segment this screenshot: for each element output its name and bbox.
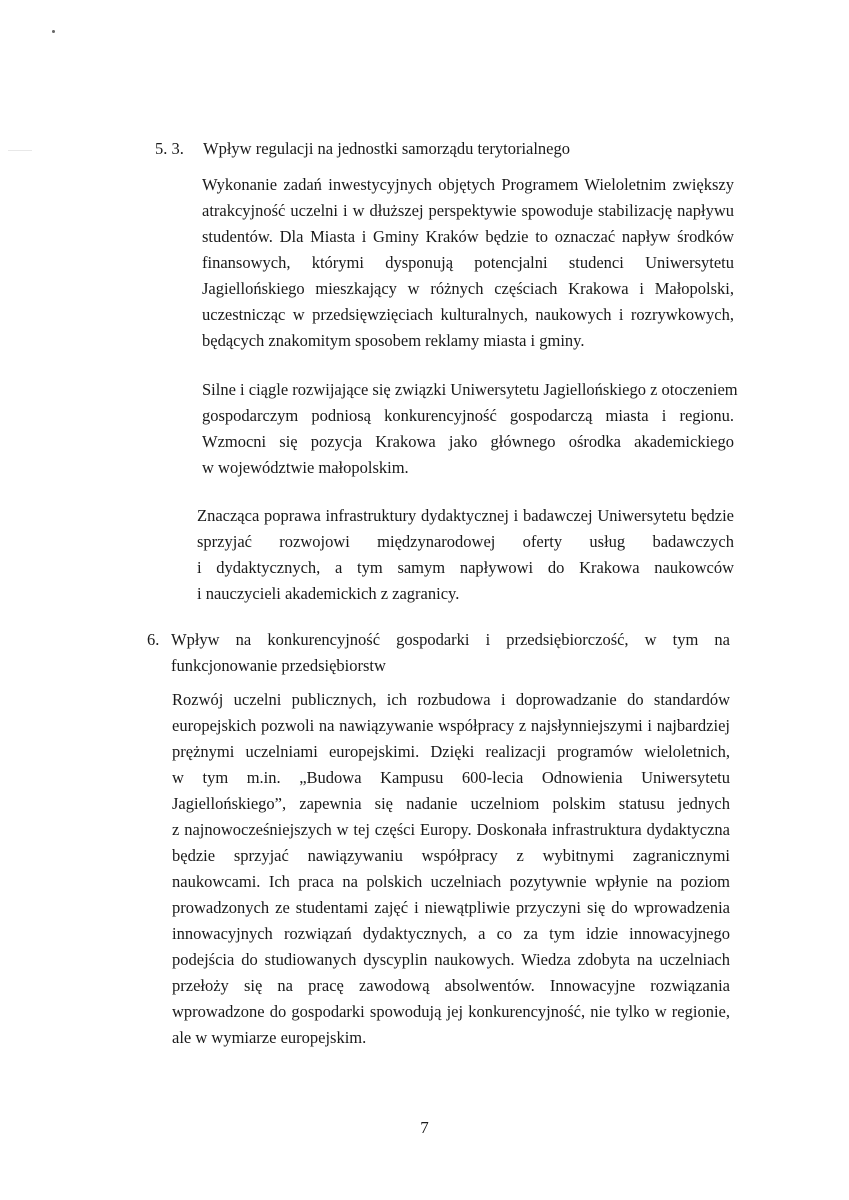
text-line: podejścia do studiowanych dyscyplin naukowych. Wiedza zdobyta na uczelniach bbox=[172, 950, 730, 969]
section-6-paragraph bbox=[172, 687, 730, 1051]
text-line: w województwie małopolskim. bbox=[202, 458, 409, 477]
section-6-title-line-2: funkcjonowanie przedsiębiorstw bbox=[171, 656, 386, 675]
scan-mark bbox=[8, 150, 32, 151]
page-number: 7 bbox=[420, 1118, 429, 1137]
text-line: uczestnicząc w przedsięwzięciach kulturalnych, naukowych i rozrywkowych, bbox=[202, 305, 734, 324]
text-line: z najnowocześniejszych w tej części Europy. Doskonała infrastruktura dydaktyczna bbox=[172, 820, 730, 839]
text-line: naukowcami. Ich praca na polskich uczelniach pozytywnie wpłynie na poziom bbox=[172, 872, 730, 891]
text-line: sprzyjać rozwojowi międzynarodowej oferty usług badawczych bbox=[197, 532, 734, 551]
section-5-3-heading bbox=[155, 138, 570, 160]
text-line: studentów. Dla Miasta i Gminy Kraków będzie to oznaczać napływ środków bbox=[202, 227, 734, 246]
section-6-title-line-1 bbox=[147, 627, 730, 653]
text-line: i nauczycieli akademickich z zagranicy. bbox=[197, 584, 460, 603]
text-line: Wzmocni się pozycja Krakowa jako głównego ośrodka akademickiego bbox=[202, 432, 734, 451]
text-line: europejskich pozwoli na nawiązywanie współpracy z najsłynniejszymi i najbardziej bbox=[172, 716, 730, 735]
section-5-3-number: 5. 3. bbox=[155, 139, 184, 158]
text-line: Znacząca poprawa infrastruktury dydaktycznej i badawczej Uniwersytetu będzie bbox=[197, 506, 734, 525]
text-line: Jagiellońskiego mieszkający w różnych częściach Krakowa i Małopolski, bbox=[202, 279, 734, 298]
text-line: będzie sprzyjać nawiązywaniu współpracy z wybitnymi zagranicznymi bbox=[172, 846, 730, 865]
scan-speck bbox=[52, 30, 55, 33]
text-line: finansowych, którymi dysponują potencjalni studenci Uniwersytetu bbox=[202, 253, 734, 272]
text-line: Silne i ciągle rozwijające się związki Uniwersytetu Jagiellońskiego z otoczeniem bbox=[202, 380, 738, 399]
section-5-3-paragraph-3 bbox=[197, 503, 734, 607]
text-line: atrakcyjność uczelni i w dłuższej perspektywie spowoduje stabilizację napływu bbox=[202, 201, 734, 220]
section-6-title-text: Wpływ na konkurencyjność gospodarki i przedsiębiorczość, w tym na bbox=[171, 630, 730, 649]
text-line: prowadzonych ze studentami zajęć i niewątpliwie przyczyni się do wprowadzenia bbox=[172, 898, 730, 917]
section-6-heading bbox=[147, 627, 730, 679]
text-line: ale w wymiarze europejskim. bbox=[172, 1028, 367, 1047]
text-line: Jagiellońskiego”, zapewnia się nadanie uczelniom polskim statusu jednych bbox=[172, 794, 730, 813]
text-line: i dydaktycznych, a tym samym napływowi do Krakowa naukowców bbox=[197, 558, 734, 577]
text-line: będących znakomitym sposobem reklamy miasta i gminy. bbox=[202, 331, 585, 350]
text-line: w tym m.in. „Budowa Kampusu 600-lecia Odnowienia Uniwersytetu bbox=[172, 768, 730, 787]
text-line: innowacyjnych rozwiązań dydaktycznych, a co za tym idzie innowacyjnego bbox=[172, 924, 730, 943]
text-line: Rozwój uczelni publicznych, ich rozbudowa i doprowadzanie do standardów bbox=[172, 690, 730, 709]
section-5-3-paragraph-1 bbox=[202, 172, 734, 354]
text-line: przełoży się na pracę zawodową absolwentów. Innowacyjne rozwiązania bbox=[172, 976, 730, 995]
text-line: prężnymi uczelniami europejskimi. Dzięki realizacji programów wieloletnich, bbox=[172, 742, 730, 761]
section-5-3-paragraph-2 bbox=[202, 377, 738, 481]
text-line: wprowadzone do gospodarki spowodują jej konkurencyjność, nie tylko w regionie, bbox=[172, 1002, 730, 1021]
text-line: gospodarczym podniosą konkurencyjność gospodarczą miasta i regionu. bbox=[202, 406, 734, 425]
section-5-3-title: Wpływ regulacji na jednostki samorządu terytorialnego bbox=[203, 139, 571, 158]
text-line: Wykonanie zadań inwestycyjnych objętych Programem Wieloletnim zwiększy bbox=[202, 175, 734, 194]
section-6-number: 6. bbox=[147, 630, 160, 649]
